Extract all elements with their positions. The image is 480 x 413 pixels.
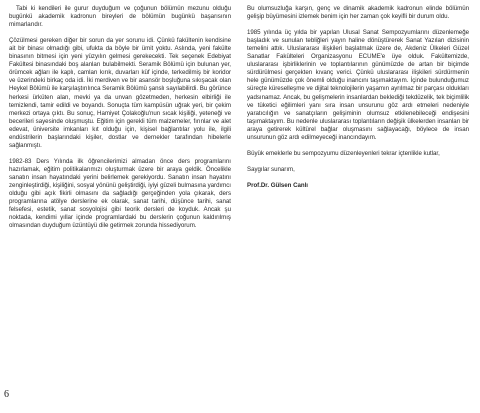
closing-paragraph: Büyük emeklerle bu sempozyumu düzenleyenleri tekrar içtenlikle kutlar, <box>247 149 440 157</box>
signature: Prof.Dr. Gülsen Canlı <box>247 182 308 190</box>
left-column <box>9 5 231 238</box>
right-column <box>247 5 469 198</box>
salutation: Saygılar sunarım, <box>247 165 295 173</box>
paragraph: 1985 yılında üç yılda bir yapılan Ulusal Sanat Sempozyumlarını düzenlemeğe başladık ve sunulan tebliğleri yayın haline dönüştürerek Sanat Yazıları dizisinin temelini attık. Uluslararası ilişkileri başlatmak üzere de, Akdeniz Ülkeleri Güzel Sanatlar Fakülteleri Organizasyonu ECUME'e üye olduk. Fakültemizde, uluslararası işbirliklerinin ve toplantılarının günümüzde de artan bir biçimde sürdürülmesi gerçekten kıvanç verici. Çünkü uluslararası ilişkileri sürdürmenin hele günümüzde çok önemli olduğu inancını taşımaktayım. İçinde bulunduğumuz süreçte küreselleşme ve dijital teknolojilerin yaşamın ayrılmaz bir parçası oldukları yadsınamaz. Ancak, bu gelişmelerin insanlardan beklediği tekdüzelik, tek biçimlilik ve tüketici eğilimleri yanı sıra insan unsurunu göz ardı etmeleri nedeniyle yaratıcılığın ve sanatçıların gelişiminin olumsuz etkilenebileceği endişesini taşımaktayım. Bu nedenle uluslararası toplantıların değişik ülkelerden insanları bir araya getirerek kültürel bağlar oluşmasını sağlayacağı, böylece de insan unsurunun göz ardı edilmeyeceği inancındayım. <box>247 29 469 141</box>
paragraph: Çözülmesi gereken diğer bir sorun da yer sorunu idi. Çünkü fakültenin kendisine ait bir binası olmadığı gibi, ufukta da böyle bir ümit yoktu. Aslında, yeni fakülte binasının bitmesi için yeni yüzyılın gelmesi gerekecekti. Tek seçenek Edebiyat Fakültesi binasındaki boş alanları bulabilmekti. Seramik Bölümü için bulunan yer, örümcek ağları ile kaplı, camları kırık, duvarları küf içinde, terkedilmiş bir koridor ve üzerindeki birkaç oda idi. İki merdiven ve bir asansör boşluğuna sıkışacak olan Heykel Bölümü ile karşılaştırılınca Seramik Bölümü şanslı sayılabilirdi. Bu görünce herkesi ürküten alan, mevki ya da unvan gözetmeden, herkesin elbirliği ile temizlendi, tamir edildi ve boyandı. Sonuçta tüm kampüsün uğrak yeri, bir çekim merkezi ortaya çıktı. Bu sonuç, Hamiyet Çolakoğlu'nun sıcak kişiliği, yeteneği ve becerileri sayesinde oluşmuştu. Eğitim için gerekli tüm malzemeler, fırınlar ve alet edevat, üniversite imkanları kıt olduğu için, kişisel bağlantılar yolu ile, ilgili endüstrilerin başlarındaki kişiler, dostlar ve dernekler tarafından hibelerle sağlanmıştı. <box>9 37 231 149</box>
page-number: 6 <box>4 389 9 400</box>
paragraph: Tabi ki kendileri ile gurur duyduğum ve çoğunun bölümün mezunu olduğu bugünkü akademik kadronun bireyleri de bölümün bugünkü başarısının mimarlarıdır. <box>9 5 231 29</box>
paragraph: Bu olumsuzluğa karşın, genç ve dinamik akademik kadronun elinde bölümün gelişip büyümesini izlemek benim için her zaman çok keyifli bir durum oldu. <box>247 5 469 21</box>
paragraph: 1982-83 Ders Yılında ilk öğrencilerimizi almadan önce ders programlarını hazırlamak, eğitim politikalarımızı oluşturmak üzere bir araya geldik. Öncelikle sanatın insan hayatındaki yerini belirlemek gerekiyordu. Sanatın insan hayatını zenginleştirdiği, kişiliğini, sosyal yönünü geliştirdiği, iyiyi güzeli bulmasına yardımcı olduğu gibi açık fikirli olmasını da sağladığı gerçeğinden yola çıkarak, ders programlarına atölye derslerine ek olarak, sanat tarihi, düşünce tarihi, sanat felsefesi, estetik, sanat sosyolojisi gibi teorik dersleri de koyduk. Ancak şu noktada, kendimi yıllar içinde programlardaki bu derslerin çoğunun kaldırılmış olmasından duyduğum üzüntüyü dile getirmek zorunda hissediyorum. <box>9 157 231 230</box>
